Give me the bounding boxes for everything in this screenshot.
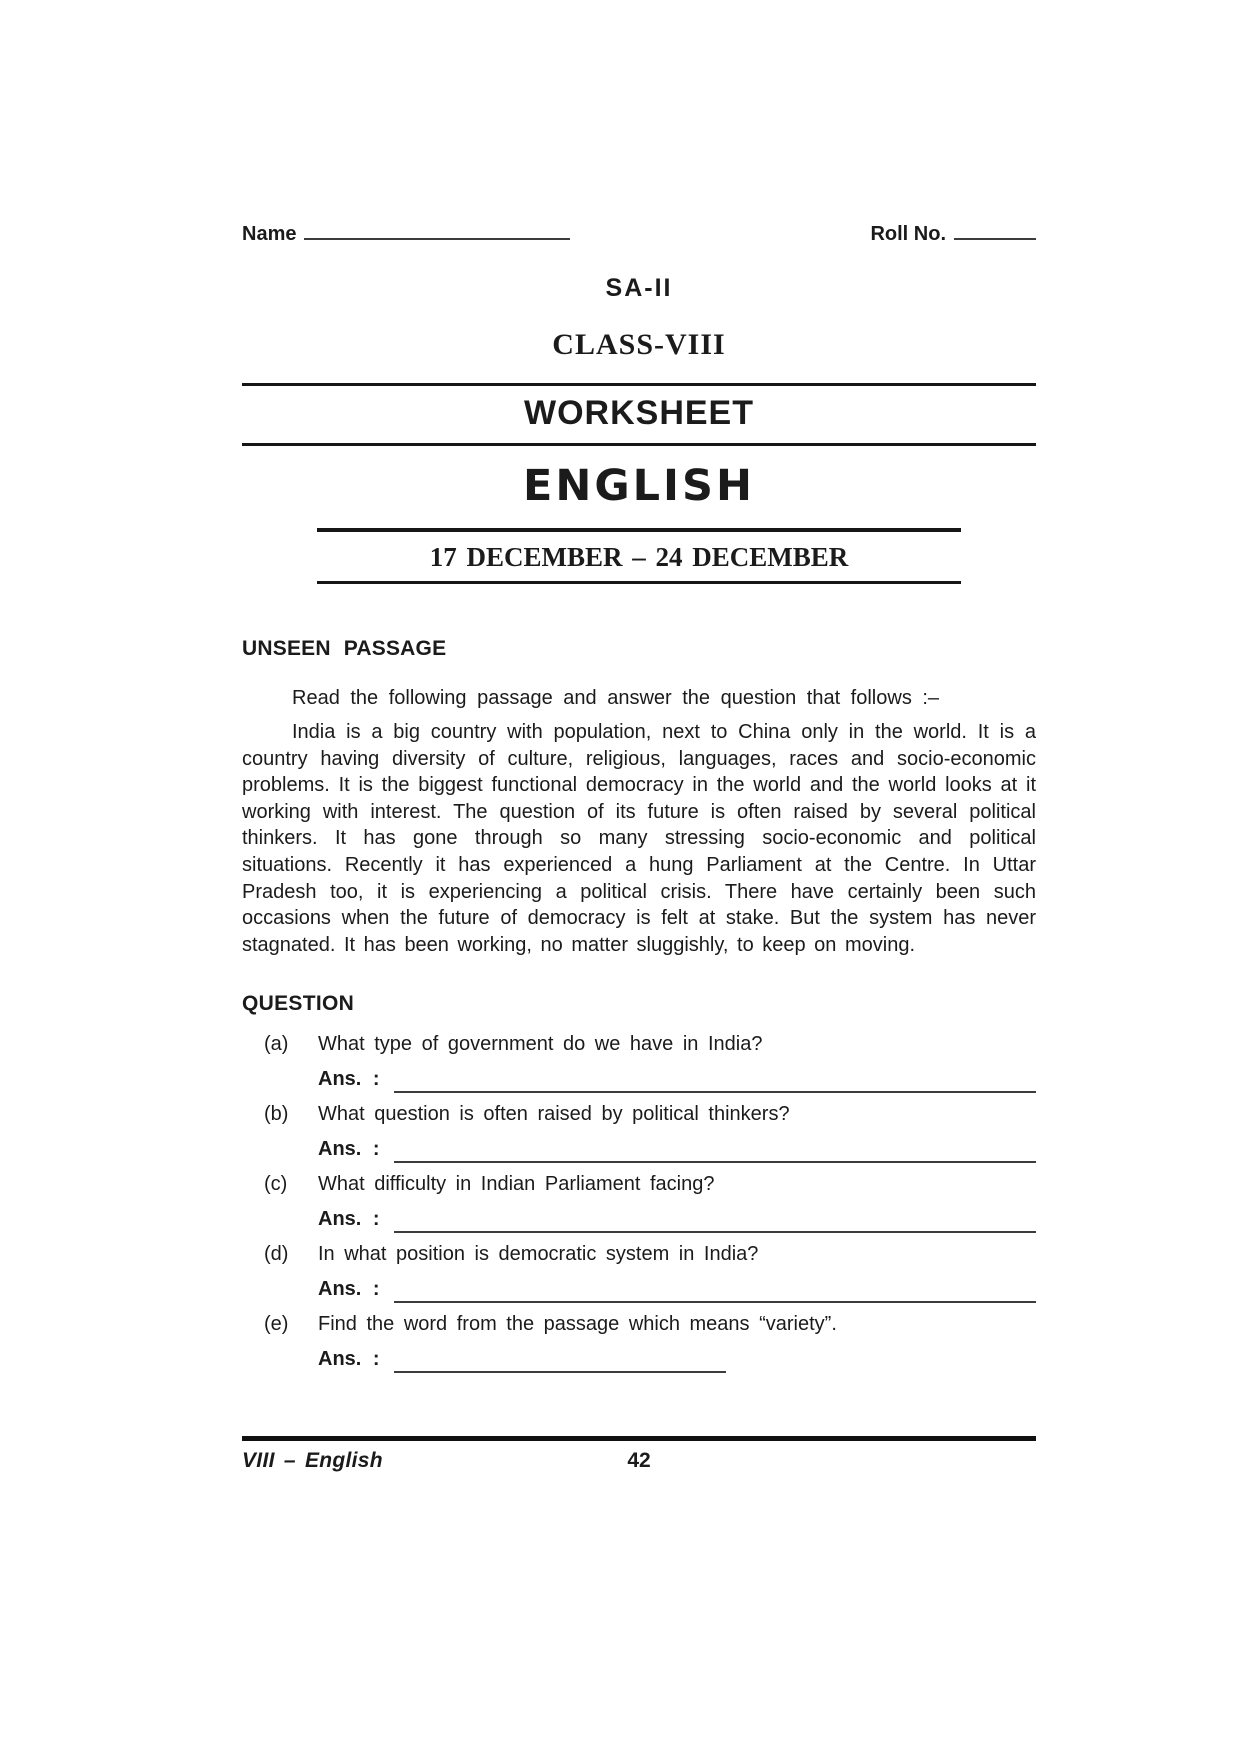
question-heading: QUESTION [242, 992, 355, 1016]
question-label: (d) [264, 1243, 289, 1266]
answer-row-d [242, 1276, 1036, 1303]
name-input-line[interactable] [304, 222, 570, 240]
page-content [242, 0, 1036, 1373]
roll-input-line[interactable] [954, 222, 1036, 240]
question-list [242, 1031, 1036, 1373]
roll-label: Roll No. [870, 223, 946, 245]
footer [242, 1449, 1036, 1473]
worksheet-title: WORKSHEET [524, 394, 754, 432]
date-range-banner [317, 528, 961, 584]
question-label: (c) [264, 1173, 288, 1196]
passage-text: India is a big country with population, next to China only in the world. It is a country having diversity of culture, religious, languages, races and socio-economic problems. It is the biggest functional democracy in the world and the world looks at it working with interest. The question of its future is often raised by several political thinkers. It has gone through so many stressing socio-economic and political situations. Recently it has experienced a hung Parliament at the Centre. In Uttar Pradesh too, it is experiencing a political crisis. There have certainly been such occasions when the future of democracy is felt at stake. But the system has never stagnated. It has been working, no matter sluggishly, to keep on moving. [242, 721, 1036, 956]
worksheet-banner [242, 383, 1036, 446]
answer-label: Ans. : [318, 1138, 380, 1161]
name-field [242, 222, 570, 246]
class-title: CLASS-VIII [552, 328, 726, 361]
question-label: (a) [264, 1033, 289, 1056]
answer-line-b[interactable] [394, 1141, 1036, 1163]
question-text: Find the word from the passage which means “variety”. [318, 1313, 837, 1336]
answer-label: Ans. : [318, 1278, 380, 1301]
question-text: What difficulty in Indian Parliament facing? [318, 1173, 715, 1196]
answer-label: Ans. : [318, 1348, 380, 1371]
question-label: (e) [264, 1313, 289, 1336]
question-label: (b) [264, 1103, 289, 1126]
answer-line-a[interactable] [394, 1071, 1036, 1093]
answer-row-b [242, 1136, 1036, 1163]
question-row-c [242, 1171, 1036, 1198]
instruction-text: Read the following passage and answer the question that follows :– [292, 687, 940, 709]
subject-title: ENGLISH [522, 461, 755, 511]
question-row-a [242, 1031, 1036, 1058]
page-number: 42 [627, 1449, 651, 1472]
roll-field [870, 222, 1036, 246]
answer-line-d[interactable] [394, 1281, 1036, 1303]
question-text: What question is often raised by political thinkers? [318, 1103, 790, 1126]
section-heading: UNSEEN PASSAGE [242, 637, 447, 660]
question-text: In what position is democratic system in India? [318, 1243, 759, 1266]
answer-row-e [242, 1346, 1036, 1373]
date-range: 17 DECEMBER – 24 DECEMBER [429, 542, 849, 572]
answer-label: Ans. : [318, 1208, 380, 1231]
student-info-row [242, 0, 1036, 246]
answer-line-c[interactable] [394, 1211, 1036, 1233]
question-row-b [242, 1101, 1036, 1128]
question-row-e [242, 1311, 1036, 1338]
answer-line-e[interactable] [394, 1351, 726, 1373]
question-row-d [242, 1241, 1036, 1268]
footer-book-title: VIII – English [242, 1449, 383, 1472]
answer-label: Ans. : [318, 1068, 380, 1091]
name-label: Name [242, 223, 297, 245]
answer-row-a [242, 1066, 1036, 1093]
footer-rule [242, 1436, 1036, 1441]
exam-code: SA-II [605, 274, 673, 302]
question-text: What type of government do we have in India? [318, 1033, 763, 1056]
answer-row-c [242, 1206, 1036, 1233]
